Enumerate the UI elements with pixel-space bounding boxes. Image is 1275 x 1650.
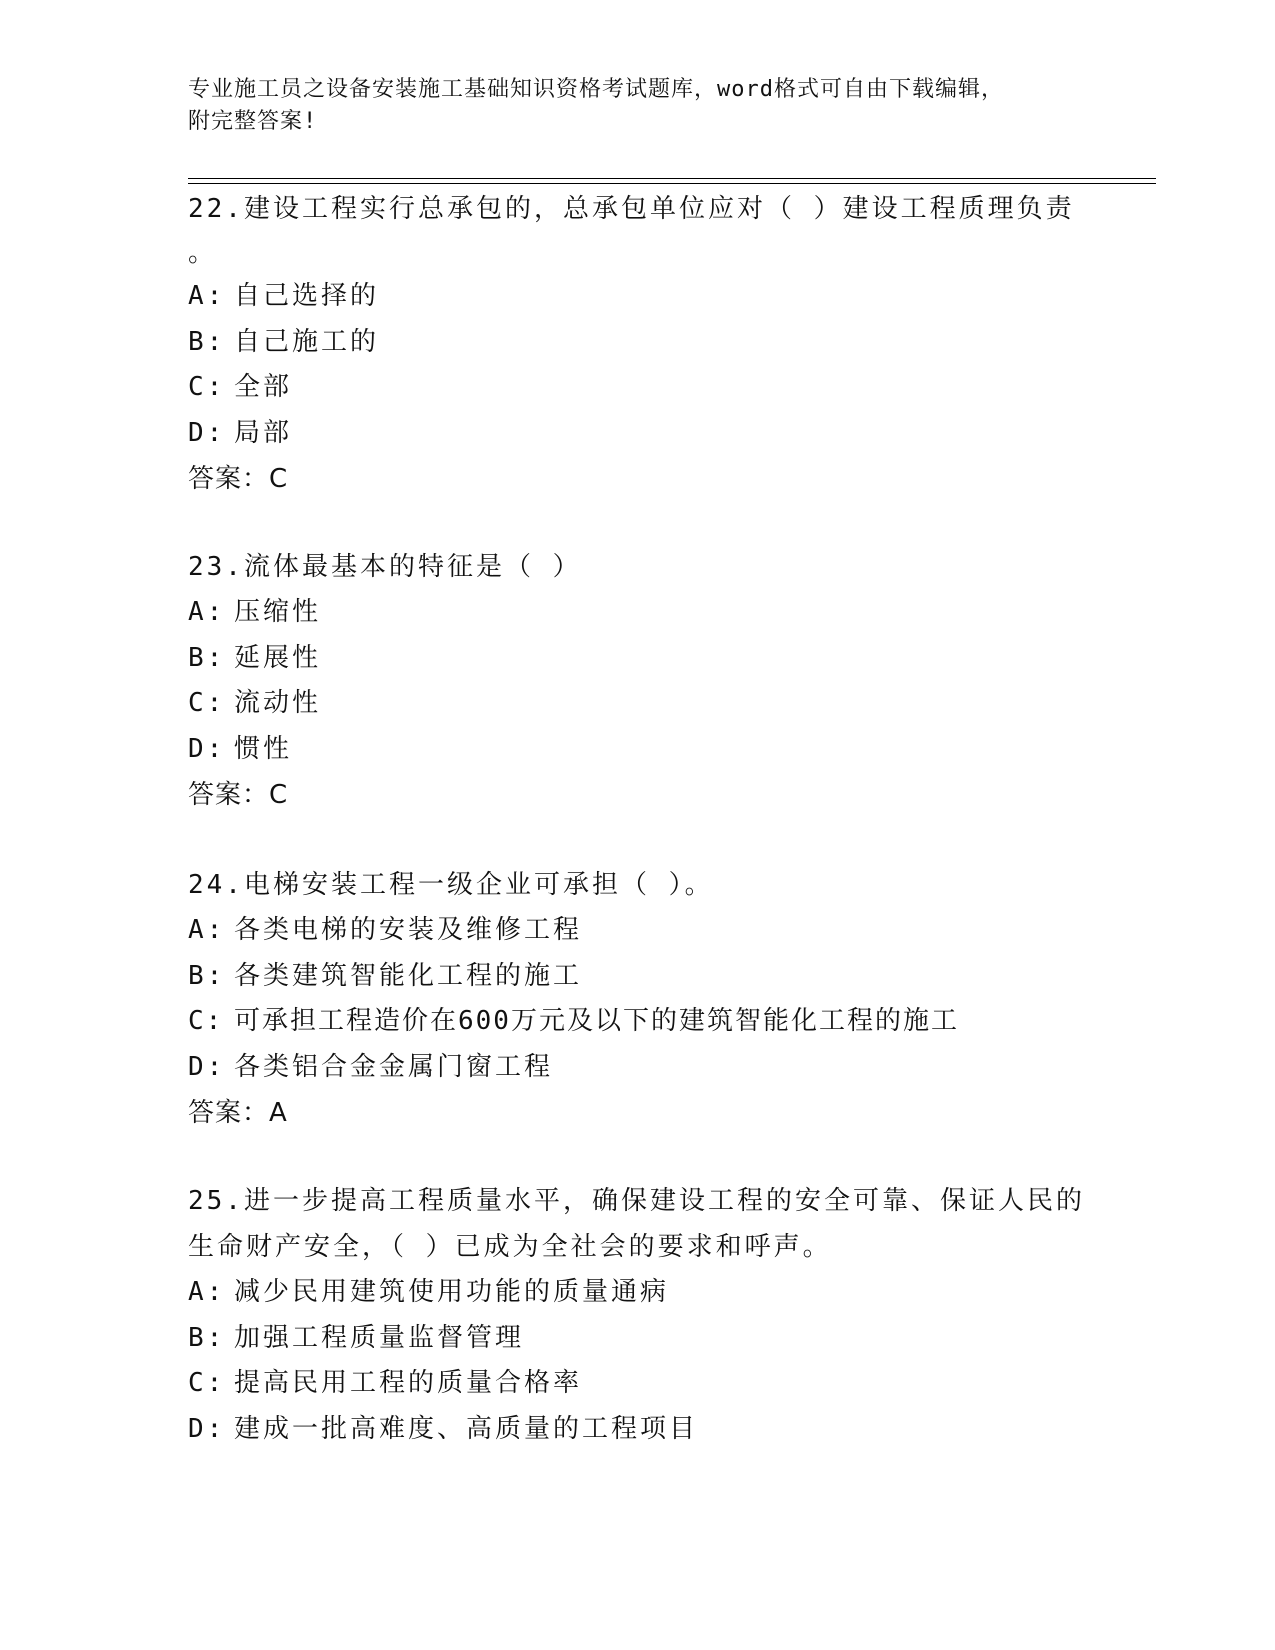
answer-line: 答案：C	[188, 464, 289, 494]
option-text: 流动性	[234, 688, 322, 718]
question-22	[188, 186, 1088, 502]
option-letter: D:	[188, 417, 226, 448]
header-line-1: 专业施工员之设备安装施工基础知识资格考试题库，word格式可自由下载编辑，	[188, 77, 1004, 102]
option-b	[188, 1316, 1088, 1362]
option-b	[188, 954, 1088, 1000]
option-d	[188, 1045, 1088, 1091]
option-text: 压缩性	[234, 597, 322, 627]
header-divider-top	[188, 178, 1156, 179]
option-letter: B:	[188, 326, 226, 357]
option-text: 各类铝合金金属门窗工程	[234, 1051, 554, 1082]
option-text: 提高民用工程的质量合格率	[234, 1368, 583, 1398]
header-divider-bottom	[188, 183, 1156, 184]
option-letter: D:	[188, 733, 226, 764]
option-a	[188, 274, 1088, 320]
option-text: 自己选择的	[234, 281, 380, 311]
option-text: 局部	[234, 417, 293, 448]
option-letter: C:	[188, 688, 226, 718]
option-text: 自己施工的	[234, 326, 380, 357]
header-line-2: 附完整答案!	[188, 109, 318, 134]
option-text: 建成一批高难度、高质量的工程项目	[234, 1413, 699, 1444]
option-d	[188, 411, 1088, 457]
option-text: 延展性	[234, 642, 322, 673]
option-text: 全部	[234, 372, 293, 402]
answer-line: 答案：A	[188, 1098, 288, 1128]
option-letter: A:	[188, 597, 226, 627]
option-d	[188, 1407, 1088, 1453]
option-c	[188, 365, 1088, 411]
question-stem-line: 25.进一步提高工程质量水平，确保建设工程的安全可靠、保证人民的	[188, 1186, 1085, 1216]
option-letter: C:	[188, 1368, 226, 1398]
option-a	[188, 908, 1088, 954]
question-stem-line: 24.电梯安装工程一级企业可承担（ ）。	[188, 870, 714, 900]
option-letter: C:	[188, 372, 226, 402]
option-text: 可承担工程造价在600万元及以下的建筑智能化工程的施工	[234, 1006, 959, 1036]
option-b	[188, 636, 1088, 682]
option-letter: B:	[188, 960, 226, 991]
option-text: 减少民用建筑使用功能的质量通病	[234, 1277, 670, 1307]
question-stem-line: 23.流体最基本的特征是（ ）	[188, 552, 582, 582]
option-c	[188, 999, 1088, 1045]
option-a	[188, 590, 1088, 636]
page-header	[188, 74, 1068, 138]
question-24	[188, 862, 1088, 1136]
option-letter: C:	[188, 1006, 224, 1036]
option-a	[188, 1270, 1088, 1316]
option-letter: B:	[188, 642, 226, 673]
option-text: 加强工程质量监督管理	[234, 1322, 525, 1353]
option-text: 各类电梯的安装及维修工程	[234, 915, 583, 945]
option-b	[188, 320, 1088, 366]
option-letter: B:	[188, 1322, 226, 1353]
option-letter: A:	[188, 281, 226, 311]
option-c	[188, 1361, 1088, 1407]
question-23	[188, 544, 1088, 818]
option-letter: A:	[188, 1277, 226, 1307]
option-letter: A:	[188, 915, 226, 945]
answer-line: 答案：C	[188, 780, 289, 810]
question-stem-line: 生命财产安全，（ ）已成为全社会的要求和呼声。	[188, 1232, 832, 1262]
option-text: 惯性	[234, 733, 293, 764]
question-stem-line: 22.建设工程实行总承包的，总承包单位应对（ ）建设工程质理负责	[188, 194, 1075, 224]
question-stem-line: 。	[188, 238, 218, 268]
option-c	[188, 681, 1088, 727]
option-d	[188, 727, 1088, 773]
option-letter: D:	[188, 1051, 226, 1082]
question-25	[188, 1178, 1088, 1452]
option-letter: D:	[188, 1413, 226, 1444]
option-text: 各类建筑智能化工程的施工	[234, 960, 583, 991]
